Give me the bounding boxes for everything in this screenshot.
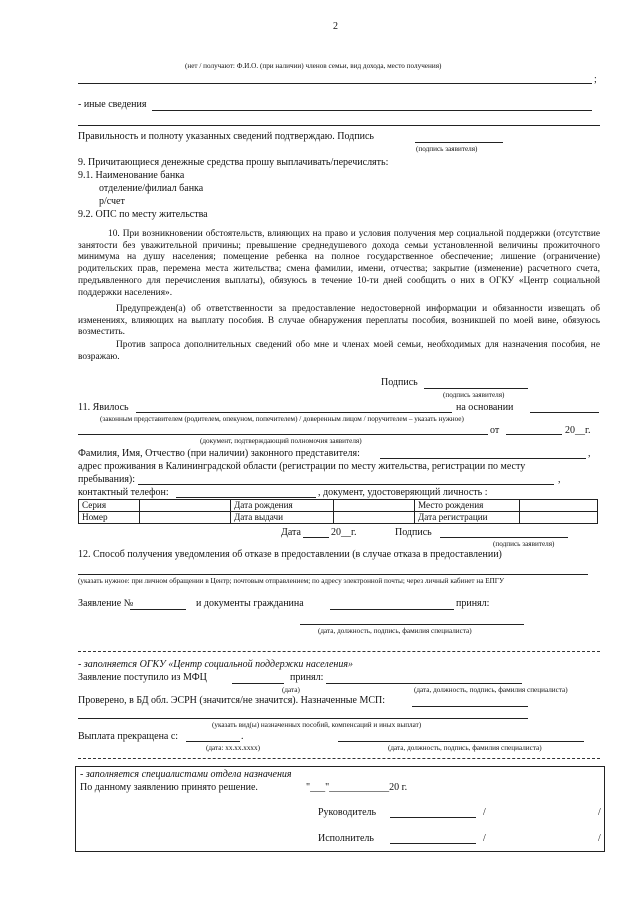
bank-name-label: 9.1. Наименование банка xyxy=(78,170,185,181)
decision-date: "___"____________20 г. xyxy=(306,782,408,793)
number-field[interactable] xyxy=(140,512,231,524)
basis-field[interactable] xyxy=(530,412,599,413)
notification-method-note: (указать нужное: при личном обращении в Центр; почтовым отправлением; по адресу электронной почты; через личный кабинет на ЕПГУ xyxy=(78,577,505,585)
benefits-note: (указать вид(ы) назначенных пособий, компенсаций и иных выплат) xyxy=(212,721,422,729)
executor-signature-field[interactable] xyxy=(390,843,476,844)
series-field[interactable] xyxy=(140,500,231,512)
series-label: Серия xyxy=(79,500,140,512)
phone-label: контактный телефон: xyxy=(78,487,169,498)
period: . xyxy=(241,731,244,742)
signature-field-2[interactable] xyxy=(440,537,568,538)
checked-label: Проверено, в БД обл. ЭСРН (значится/не значится). Назначенные МСП: xyxy=(78,695,386,706)
section-11-label: 11. Явилось xyxy=(78,402,129,413)
citizen-documents-label: и документы гражданина xyxy=(196,598,304,609)
mfc-received-label: Заявление поступило из МФЦ xyxy=(78,672,207,683)
notification-method-field[interactable] xyxy=(78,574,588,575)
confirm-text: Правильность и полноту указанных сведений подтверждаю. Подпись xyxy=(78,131,374,142)
basis-label: на основании xyxy=(456,402,514,413)
date-year-label: 20__г. xyxy=(331,527,357,538)
consent-text: Против запроса дополнительных сведений обо мне и членах моей семьи, необходимых для назначения пособия, не возражаю. xyxy=(78,340,600,362)
id-document-table xyxy=(78,499,598,524)
specialist-field[interactable] xyxy=(300,624,524,625)
issue-date-field[interactable] xyxy=(334,512,415,524)
head-slash: / xyxy=(483,807,486,818)
address-label-line2: пребывания): xyxy=(78,474,136,485)
responsibility-warning-text: Предупрежден(а) об ответственности за предоставление недостоверной информации и обязанности извещать об изменениях, влияющих на выплату пособия. В случае обнаружения переплаты пособия, возникшей по моей вине, обязуюсь возместить. xyxy=(78,304,600,338)
family-members-field[interactable] xyxy=(78,83,592,84)
signature-applicant-note-2: (подпись заявителя) xyxy=(443,391,505,399)
decision-label: По данному заявлению принято решение. xyxy=(80,782,258,793)
specialist-note: (дата, должность, подпись, фамилия специалиста) xyxy=(318,627,472,635)
section-12-label: 12. Способ получения уведомления об отказе в предоставлении (в случае отказа в предоставлении) xyxy=(78,549,502,560)
other-info-label: - иные сведения xyxy=(78,99,147,110)
executor-label: Исполнитель xyxy=(318,833,374,844)
authority-year-label: 20__г. xyxy=(565,425,591,436)
payment-specialist-field[interactable] xyxy=(338,741,584,742)
birth-date-field[interactable] xyxy=(334,500,415,512)
date-label: Дата xyxy=(281,527,301,538)
birth-date-label: Дата рождения xyxy=(231,500,334,512)
issue-date-label: Дата выдачи xyxy=(231,512,334,524)
assigned-benefits-field[interactable] xyxy=(412,706,528,707)
specialist-note-2: (дата, должность, подпись, фамилия специалиста) xyxy=(414,686,568,694)
id-document-label: , документ, удостоверяющий личность : xyxy=(318,487,488,498)
semicolon: ; xyxy=(594,74,597,85)
representative-fio-field[interactable] xyxy=(380,458,586,459)
comma: , xyxy=(588,448,591,459)
family-members-note: (нет / получают: Ф.И.О. (при наличии) членов семьи, вид дохода, место получения) xyxy=(185,62,442,70)
page-number: 2 xyxy=(333,21,338,32)
executor-slash-end: / xyxy=(598,833,601,844)
authority-document-field[interactable] xyxy=(78,434,488,435)
representative-field[interactable] xyxy=(136,412,452,413)
cut-line-2 xyxy=(78,758,600,759)
comma-2: , xyxy=(558,474,561,485)
head-signature-field[interactable] xyxy=(390,817,476,818)
birth-place-label: Место рождения xyxy=(415,500,520,512)
authority-document-note: (документ, подтверждающий полномочия заявителя) xyxy=(200,437,362,445)
representative-fio-label: Фамилия, Имя, Отчество (при наличии) законного представителя: xyxy=(78,448,360,459)
post-office-label: 9.2. ОПС по месту жительства xyxy=(78,209,208,220)
executor-slash: / xyxy=(483,833,486,844)
number-label: Номер xyxy=(79,512,140,524)
head-slash-end: / xyxy=(598,807,601,818)
phone-field[interactable] xyxy=(176,497,316,498)
address-label-line1: адрес проживания в Калининградской области (регистрации по месту жительства, регистрации по месту xyxy=(78,461,526,472)
authority-date-field[interactable] xyxy=(506,434,562,435)
statement-label: Заявление № xyxy=(78,598,134,609)
date-field[interactable] xyxy=(303,537,329,538)
mfc-specialist-field[interactable] xyxy=(326,683,522,684)
accepted-label-2: принял: xyxy=(290,672,324,683)
signature-label: Подпись xyxy=(381,377,418,388)
cut-line xyxy=(78,651,600,652)
registration-date-field[interactable] xyxy=(520,512,598,524)
from-label: от xyxy=(490,425,500,436)
head-label: Руководитель xyxy=(318,807,377,818)
bank-branch-label: отделение/филиал банка xyxy=(99,183,204,194)
specialist-note-3: (дата, должность, подпись, фамилия специалиста) xyxy=(388,744,542,752)
payment-stopped-label: Выплата прекращена с: xyxy=(78,731,179,742)
section-9-title: 9. Причитающиеся денежные средства прошу выплачивать/перечислять: xyxy=(78,157,389,168)
section-divider xyxy=(78,125,600,126)
signature-field[interactable] xyxy=(424,388,528,389)
section-10-text: 10. При возникновении обстоятельств, влияющих на право и условия получения мер социальной поддержки (отсутствие занятости без уважительной причины; превышение среднедушевого дохода семьи установленной величины прожиточного минимума на душу населения; помещение ребенка на полное государственное обеспечение; лишение (ограничение) родительских прав, перемена места жительства; смена фамилии, имени, отчества; закрытие (изменение) расчетного счета, предъявленного для перечисления выплаты), обязуюсь в течение 10-ти дней сообщить о них в ОГКУ «Центр социальной поддержки населения». xyxy=(78,229,600,298)
address-field[interactable] xyxy=(138,484,554,485)
date-format-note: (дата: хх.хх.хххх) xyxy=(206,744,261,752)
date-note: (дата) xyxy=(282,686,300,694)
payment-stopped-date-field[interactable] xyxy=(186,741,240,742)
assignment-heading: - заполняется специалистами отдела назначения xyxy=(80,769,292,780)
other-info-field[interactable] xyxy=(152,110,592,111)
signature-applicant-note: (подпись заявителя) xyxy=(416,145,478,153)
accepted-label: принял: xyxy=(456,598,490,609)
statement-number-field[interactable] xyxy=(130,609,186,610)
signature-label-2: Подпись xyxy=(395,527,432,538)
confirm-signature-field[interactable] xyxy=(415,142,503,143)
mfc-date-field[interactable] xyxy=(232,683,284,684)
citizen-name-field[interactable] xyxy=(330,609,454,610)
birth-place-field[interactable] xyxy=(520,500,598,512)
center-section-heading: - заполняется ОГКУ «Центр социальной поддержки населения» xyxy=(78,659,354,670)
signature-applicant-note-3: (подпись заявителя) xyxy=(493,540,555,548)
bank-account-label: р/счет xyxy=(99,196,125,207)
assigned-benefits-field-2[interactable] xyxy=(78,718,528,719)
registration-date-label: Дата регистрации xyxy=(415,512,520,524)
representative-note: (законным представителем (родителем, опекуном, попечителем) / доверенным лицом / поручителем – указать нужное) xyxy=(100,415,464,423)
